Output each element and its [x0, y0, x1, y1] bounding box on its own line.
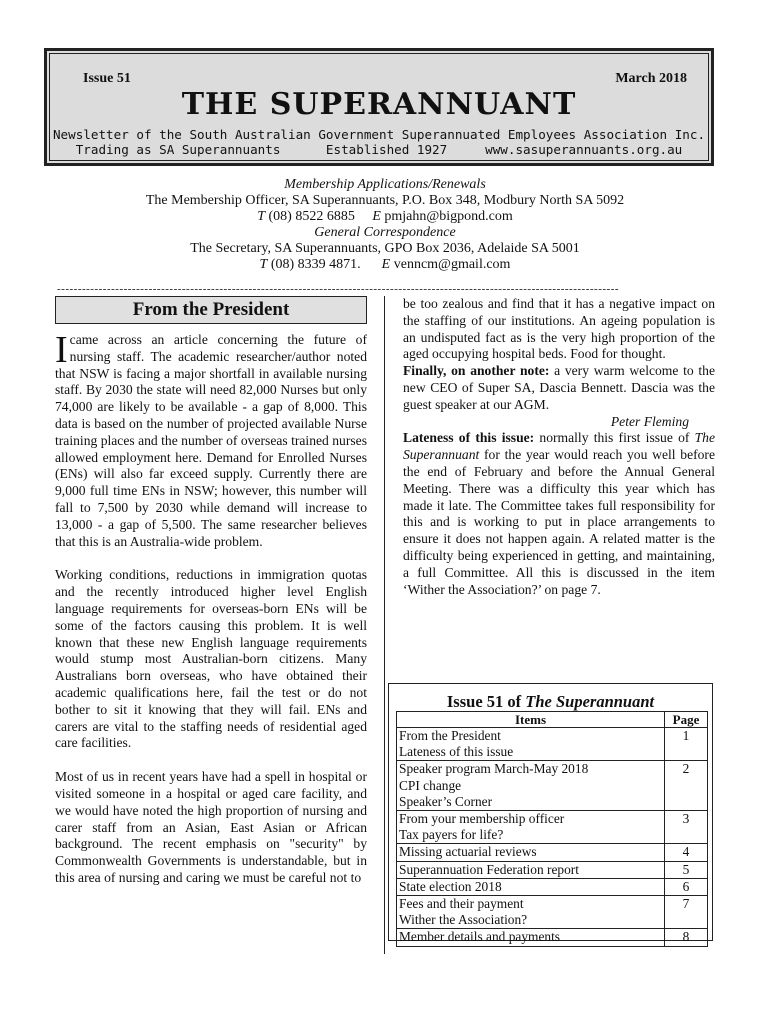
toc-page-number: 1: [665, 728, 708, 761]
toc-item: Missing actuarial reviews: [399, 844, 537, 860]
toc-table: [396, 711, 708, 947]
phone-label: T: [257, 209, 265, 224]
column-divider: [384, 296, 385, 954]
toc-item: Lateness of this issue: [399, 744, 514, 760]
toc-row: [397, 878, 708, 895]
membership-phone: (08) 8522 6885: [268, 209, 355, 224]
phone-label: T: [259, 257, 268, 272]
toc-item: Superannuation Federation report: [399, 861, 579, 877]
newsletter-title: THE SUPERANNUANT: [181, 87, 577, 122]
president-paragraph-2: Working conditions, reductions in immigration quotas and the recently introduced higher level English language requirements for overseas-born ENs will be some of the factors causing this problem. It is well known that these new English language requirements would stump most Australian-born citizens. Many Australians born overseas, who have obtained their academic qualifications here, fail the test or do not bother to sit it knowing that they will fail. ENs and carers are vital to the staffing needs of residential aged care facilities.: [55, 567, 367, 751]
toc-items-cell: [397, 896, 665, 929]
membership-contact-line: [44, 209, 726, 225]
toc-page-header: Page: [665, 712, 708, 728]
toc-row: [397, 861, 708, 878]
toc-title-publication: The Superannuant: [525, 692, 655, 711]
issue-date: March 2018: [615, 71, 687, 86]
toc-page-number: 3: [665, 811, 708, 844]
left-column: [55, 296, 367, 887]
masthead: [44, 48, 714, 166]
email-label: E: [372, 209, 381, 224]
toc-items-header: Items: [397, 712, 665, 728]
toc-page-number: 8: [665, 929, 708, 946]
finally-label: Finally, on another note:: [403, 363, 550, 379]
publication-name: The Superannuant: [403, 430, 715, 463]
toc-page-number: 5: [665, 861, 708, 878]
toc-item: Fees and their payment: [399, 896, 524, 912]
president-heading: From the President: [55, 296, 367, 324]
general-address: The Secretary, SA Superannuants, GPO Box 2036, Adelaide SA 5001: [190, 241, 580, 256]
toc-item: Member details and payments: [399, 929, 561, 945]
lateness-text-1: normally this first issue of: [534, 430, 695, 446]
finally-text: a very warm welcome to the new CEO of Super SA, Dascia Bennett. Dascia was the guest speaker at our AGM.: [403, 363, 715, 412]
subtitle-line-2: Trading as SA Superannuants Established 1927 www.sasuperannuants.org.au: [75, 142, 683, 157]
toc-page-number: 4: [665, 844, 708, 861]
toc-item: State election 2018: [399, 878, 502, 894]
toc-item: Tax payers for life?: [399, 827, 504, 843]
toc-item: From the President: [399, 728, 501, 743]
toc-items-cell: [397, 728, 665, 761]
masthead-subtitle: [47, 127, 711, 157]
toc-row: [397, 761, 708, 811]
toc-row: [397, 896, 708, 929]
email-label: E: [381, 257, 391, 272]
toc-page-number: 7: [665, 896, 708, 929]
issue-number: Issue 51: [83, 71, 131, 86]
toc-page-number: 6: [665, 878, 708, 895]
toc-item: Speaker program March-May 2018: [399, 761, 589, 777]
toc-body: [397, 728, 708, 947]
toc-item: Speaker’s Corner: [399, 793, 493, 809]
dashed-divider: ---------------------------------------------------------------------------------------------------------------------------------------: [57, 283, 620, 295]
general-phone: (08) 8339 4871.: [270, 257, 361, 272]
table-of-contents: [388, 683, 713, 945]
membership-address: The Membership Officer, SA Superannuants, P.O. Box 348, Modbury North SA 5092: [145, 193, 625, 208]
toc-items-cell: [397, 811, 665, 844]
general-email: venncm@gmail.com: [393, 257, 511, 272]
toc-item: From your membership officer: [399, 811, 565, 827]
toc-items-cell: [397, 761, 665, 811]
president-paragraph-3: Most of us in recent years have had a spell in hospital or visited someone in a hospital or aged care facility, and we would have noted the high proportion of nursing and carer staff from an Asian, East Asian or African background. The recent emphasis on "security" by Commonwealth Governments is understandable, but in this area of nursing and caring we must be careful not to: [55, 769, 367, 885]
right-column: [403, 296, 715, 598]
general-heading: General Correspondence: [314, 225, 456, 240]
president-paragraph-3-continued: be too zealous and find that it has a negative impact on the staffing of our institutions. An ageing population is an undisputed fact as is the very high proportion of the aged occupying hospital beds. Food for thought.: [403, 296, 715, 362]
toc-row: [397, 728, 708, 761]
toc-item: Wither the Association?: [399, 912, 528, 928]
contact-block: [44, 177, 726, 273]
membership-heading: Membership Applications/Renewals: [284, 177, 486, 192]
toc-row: [397, 929, 708, 946]
paragraph-text: came across an article concerning the future of nursing staff. The academic researcher/author noted that NSW is facing a major shortfall in available nursing staff. By 2030 the state will need 82,000 Nurses but only 74,000 are likely to be available - a gap of 8,000. This data is based on the number of projected available Nurse training places and the number of overseas trained nurses allowed employment here. Demand for Enrolled Nurses (ENs) will also far exceed supply. Currently there are 9,000 full time ENs in NSW; however, this number will fall to 7,500 by 2030 while demand will increase to 13,000 - a gap of 5,500. The same researcher believes that this is an Australia-wide problem.: [55, 332, 367, 549]
membership-email: pmjahn@bigpond.com: [384, 209, 513, 224]
toc-items-cell: [397, 844, 665, 861]
finally-paragraph: [403, 363, 715, 413]
toc-title-prefix: Issue 51 of: [446, 692, 526, 711]
subtitle-line-1: Newsletter of the South Australian Government Superannuated Employees Association Inc.: [52, 127, 706, 142]
president-signature: Peter Fleming: [610, 413, 689, 429]
drop-cap: I: [55, 329, 68, 371]
lateness-text-2: for the year would reach you well before the end of February and before the Annual General Meeting. There was a difficulty this year which has made it late. The Committee takes full responsibility for this and is working to put in place arrangements to ensure it does not happen again. A related matter is the difficulty being experienced in getting, and maintaining, a full Committee. All this is discussed in the item ‘Wither the Association?’ on page 7.: [403, 447, 715, 597]
toc-row: [397, 844, 708, 861]
toc-row: [397, 811, 708, 844]
toc-items-cell: [397, 861, 665, 878]
toc-items-cell: [397, 878, 665, 895]
toc-item: CPI change: [399, 777, 462, 793]
toc-title: [389, 692, 712, 712]
toc-items-cell: [397, 929, 665, 946]
general-contact-line: [44, 257, 726, 273]
toc-page-number: 2: [665, 761, 708, 811]
lateness-label: Lateness of this issue:: [403, 430, 535, 446]
president-paragraph-1: [55, 329, 367, 550]
toc-header-row: [397, 712, 708, 728]
lateness-paragraph: [403, 430, 715, 598]
